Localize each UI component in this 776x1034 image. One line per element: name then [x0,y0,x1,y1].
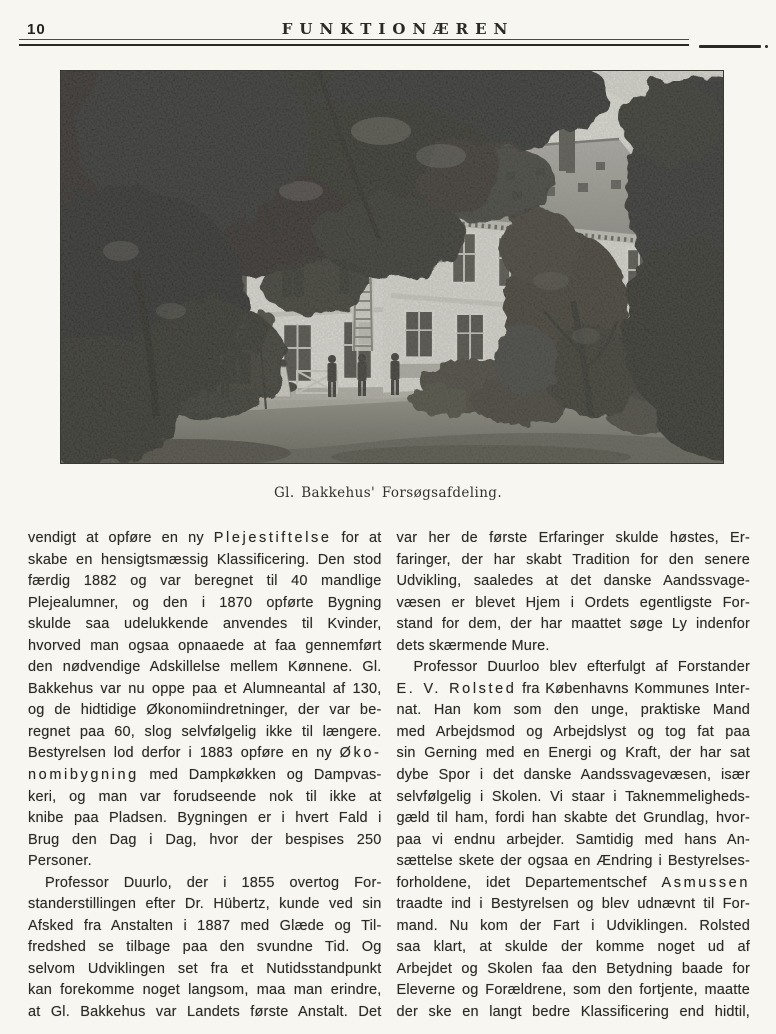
text-line: dets skærmende Mure. [396,637,550,654]
article-body [28,528,750,1024]
text-line: forholdene, idet Departementschef Asmussen [396,874,750,891]
text-line: Plejealumner, og den i 1870 opførte Bygning [28,594,382,611]
text-line: regnet paa 60, slog selvfølgelig ikke til længere. [28,723,382,740]
text-line: hvorved man ogsaa opnaaede at faa gennemført [28,637,382,654]
photo-caption: Gl. Bakkehus' Forsøgsafdeling. [273,485,503,501]
text-line: Eleverne og Forældrene, som den fortjente, maatte [396,982,750,999]
text-line: med Arbejdsmod og Arbejdslyst og tog fat paa [396,723,750,740]
text-line: saa klart, at skulde der komme noget ud af [396,939,750,956]
text-line: færdig 1882 og var beregnet til 40 mandlige [28,573,382,590]
text-line: Personer. [28,853,92,870]
text-line: var her de første Erfaringer skulde høstes, Er- [396,530,750,546]
text-line: der ske en langt bedre Klassificering end hidtil, [396,1004,750,1021]
text-line: paa vi endnu arbejder. Samtidig med hans An- [396,831,750,848]
page-number: 10 [27,21,46,38]
text-line: selvfølgelig i Skolen. Vi staar i Taknemmeligheds- [396,788,750,805]
text-line: sin Gerning med en Energi og Kraft, der har sat [396,745,750,762]
text-line: den nødvendige Adskillelse mellem Kønnene. Gl. [28,659,382,676]
text-line: Professor Duurlo, der i 1855 overtog For- [45,874,382,891]
left-column [28,528,382,1024]
masthead-title: FUNKTIONÆREN [281,20,515,38]
text-line: væsen er blevet Hjem i Ordets egentligste For- [396,594,750,611]
text-line: faringer, der har skabt Tradition for den senere [396,551,750,568]
text-line: Bakkehus var nu oppe paa et Alumneantal af 130, [28,680,382,697]
text-line: dybe Spor i det danske Aandssvagevæsen, især [396,767,750,784]
text-line: kan forekomme noget langsom, maa man erindre, [28,982,382,999]
text-line: vendigt at opføre en ny Plejestiftelse for at [28,530,382,546]
text-line: Professor Duurloo blev efterfulgt af Forstander [413,659,750,676]
text-line: nomibygning med Dampkøkken og Dampvas- [28,767,382,784]
text-line: Afsked fra Anstalten i 1887 med Glæde og Til- [28,917,382,934]
text-line: Brug den Dag i Dag, hvor der bespises 250 [28,831,382,848]
text-line: stand for dem, der har maattet søge Ly indenfor [396,616,750,633]
text-line: nat. Han kom som den unge, praktiske Mand [396,702,750,719]
text-line: mand. Nu kom der Fart i Udviklingen. Rolsted [396,917,750,934]
text-line: knibe paa Pladsen. Bygningen er i hvert Fald i [28,810,382,827]
text-line: traadte ind i Bestyrelsen og blev udnævnt til For- [396,896,750,913]
building-photo-illustration [61,71,723,463]
header-rule-end-dash [699,45,761,48]
text-line: skabe en hensigtsmæssig Klassificering. Den stod [28,551,382,568]
text-line: keri, og man var forudseende nok til ikke at [28,788,382,805]
header-rule [19,39,689,46]
text-line: standerstillingen efter Dr. Hübertz, kunde ved sin [28,896,382,913]
text-line: E. V. Rolsted fra Københavns Kommunes Inter- [396,680,750,697]
text-line: gæld til ham, fordi han skabte det Grundlag, hvor- [396,810,750,827]
text-line: skulde saa udelukkende anvendes til Kvinder, [28,616,382,633]
text-line: Bestyrelsen lod derfor i 1883 opføre en ny Øko- [28,745,382,762]
text-line: Arbejdet og Skolen faa den Betydning baade for [396,960,750,977]
text-line: sættelse skete der ogsaa en Ændring i Bestyrelses- [396,853,750,870]
right-column [397,528,751,1024]
building-photo [60,70,724,464]
text-line: og de hidtidige Økonomiindretninger, der var be- [28,702,382,719]
text-line: fredshed se tilbage paa den svundne Tid. Og [28,939,382,956]
text-line: Udvikling, saaledes at det danske Aandssvage- [396,573,750,590]
text-line: selvom Udviklingen set fra et Nutidsstandpunkt [28,960,382,977]
text-line: at Gl. Bakkehus var Landets første Anstalt. Det [28,1004,382,1021]
